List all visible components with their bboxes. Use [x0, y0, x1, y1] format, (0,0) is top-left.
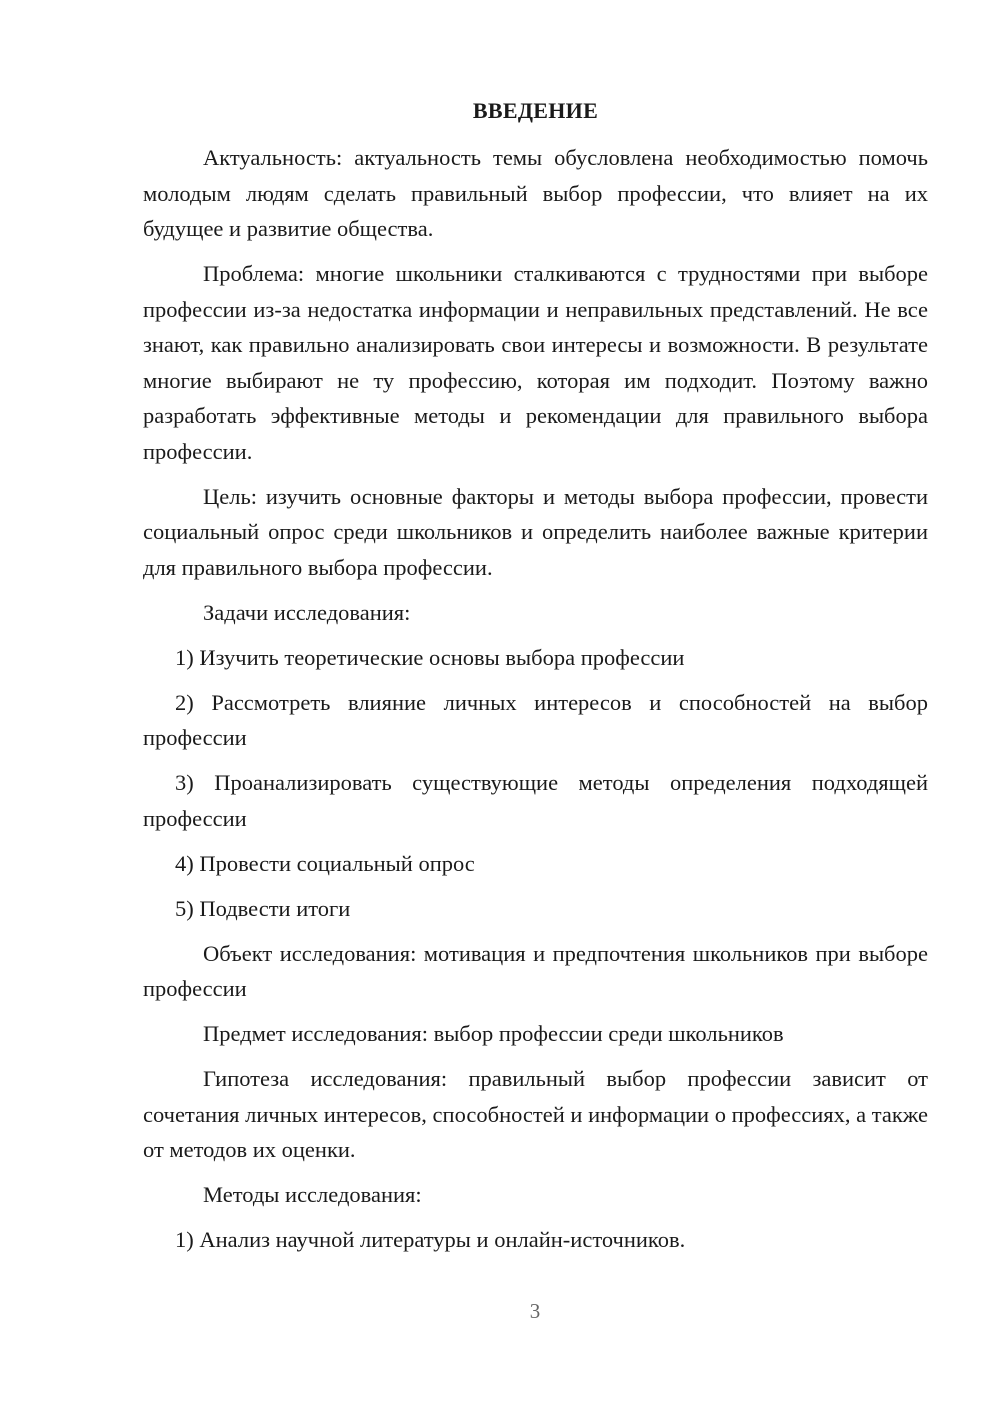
method-item-1: 1) Анализ научной литературы и онлайн-источников. — [175, 1227, 686, 1252]
paragraph-hypothesis: Гипотеза исследования: правильный выбор профессии зависит от сочетания личных интересов, способностей и информации о профессиях, а также от методов их оценки. — [143, 1066, 928, 1162]
document-body — [143, 140, 928, 1267]
paragraph-subject: Предмет исследования: выбор профессии среди школьников — [203, 1021, 784, 1046]
page-number: 3 — [529, 1299, 541, 1323]
task-item-4: 4) Провести социальный опрос — [175, 850, 475, 876]
paragraph-problem: Проблема: многие школьники сталкиваются с трудностями при выборе профессии из-за недостатка информации и неправильных представлений. Не все знают, как правильно анализировать свои интересы и возможности. В результате многие выбирают не ту профессию, которая им подходит. Поэтому важно разработать эффективные методы и рекомендации для правильного выбора профессии. — [143, 261, 928, 464]
task-item-5: 5) Подвести итоги — [175, 895, 351, 921]
paragraph-methods-heading: Методы исследования: — [203, 1182, 422, 1207]
paragraph-goal: Цель: изучить основные факторы и методы выбора профессии, провести социальный опрос среди школьников и определить наиболее важные критерии для правильного выбора профессии. — [143, 483, 928, 580]
paragraph-relevance: Актуальность: актуальность темы обусловлена необходимостью помочь молодым людям сделать правильный выбор профессии, что влияет на их будущее и развитие общества. — [143, 145, 928, 241]
task-item-2: 2) Рассмотреть влияние личных интересов и способностей на выбор профессии — [143, 689, 928, 750]
paragraph-tasks-heading: Задачи исследования: — [203, 599, 411, 625]
task-item-3: 3) Проанализировать существующие методы определения подходящей профессии — [143, 770, 928, 831]
paragraph-object: Объект исследования: мотивация и предпочтения школьников при выборе профессии — [143, 940, 928, 1001]
task-item-1: 1) Изучить теоретические основы выбора профессии — [175, 644, 685, 670]
page-title: ВВЕДЕНИЕ — [472, 98, 599, 123]
